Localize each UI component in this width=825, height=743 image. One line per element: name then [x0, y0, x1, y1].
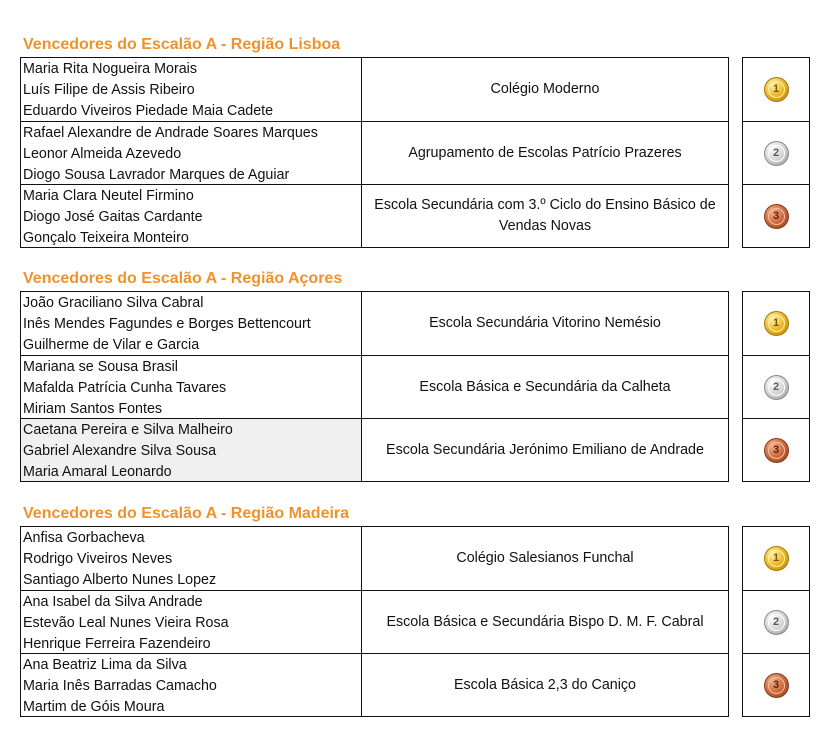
- section-title: Vencedores do Escalão A - Região Madeira: [23, 505, 350, 522]
- student-name: Gonçalo Teixeira Monteiro: [23, 230, 189, 246]
- student-name: Maria Clara Neutel Firmino: [23, 188, 194, 204]
- student-name: Maria Amaral Leonardo: [23, 464, 172, 480]
- student-name: Maria Rita Nogueira Morais: [23, 61, 198, 77]
- student-name: Miriam Santos Fontes: [23, 401, 163, 417]
- medal-rank: 2: [768, 379, 785, 396]
- student-name: Gabriel Alexandre Silva Sousa: [23, 443, 217, 459]
- school-name: Escola Secundária Vitorino Nemésio: [429, 315, 661, 331]
- table-row: [21, 590, 728, 653]
- student-name: Martim de Góis Moura: [23, 699, 165, 715]
- bronze-medal-icon: [764, 673, 789, 698]
- medals-column: [742, 526, 810, 717]
- team-members-cell: [21, 654, 362, 716]
- school-name: Colégio Salesianos Funchal: [456, 550, 634, 566]
- student-name: Maria Inês Barradas Camacho: [23, 678, 217, 694]
- student-name: Henrique Ferreira Fazendeiro: [23, 636, 211, 652]
- bronze-medal-icon: [764, 204, 789, 229]
- bronze-medal-icon: [764, 438, 789, 463]
- student-name: Caetana Pereira e Silva Malheiro: [23, 422, 233, 438]
- medal-rank: 3: [768, 208, 785, 225]
- gold-medal-icon: [764, 546, 789, 571]
- section-title: Vencedores do Escalão A - Região Lisboa: [23, 36, 341, 53]
- medal-cell: [743, 58, 809, 121]
- medal-cell: [743, 184, 809, 247]
- student-name: João Graciliano Silva Cabral: [23, 295, 204, 311]
- medal-rank: 1: [768, 315, 785, 332]
- student-name: Ana Isabel da Silva Andrade: [23, 594, 203, 610]
- school-name: Escola Básica e Secundária da Calheta: [419, 378, 671, 395]
- gold-medal-icon: [764, 77, 789, 102]
- team-members-cell: [21, 58, 362, 121]
- table-row: [21, 292, 728, 355]
- team-members-cell: [21, 292, 362, 355]
- table-row: [21, 527, 728, 590]
- student-name: Anfisa Gorbacheva: [23, 530, 145, 546]
- student-name: Rafael Alexandre de Andrade Soares Marques: [23, 125, 318, 141]
- medal-cell: [743, 292, 809, 355]
- school-name: Escola Secundária com 3.º Ciclo do Ensino Básico de Vendas Novas: [374, 197, 716, 234]
- team-members-cell: [21, 122, 362, 184]
- medal-rank: 1: [768, 550, 785, 567]
- student-name: Eduardo Viveiros Piedade Maia Cadete: [23, 103, 274, 119]
- school-name: Escola Básica e Secundária Bispo D. M. F. Cabral: [386, 613, 704, 630]
- student-name: Luís Filipe de Assis Ribeiro: [23, 82, 195, 98]
- medal-rank: 2: [768, 145, 785, 162]
- team-members-cell: [21, 527, 362, 590]
- team-members-cell: [21, 185, 362, 247]
- school-name: Escola Secundária Jerónimo Emiliano de Andrade: [386, 441, 704, 458]
- table-row: [21, 418, 728, 481]
- table-row: [21, 184, 728, 247]
- winners-table: [20, 291, 729, 482]
- school-name: Agrupamento de Escolas Patrício Prazeres: [408, 144, 682, 161]
- student-name: Mafalda Patrícia Cunha Tavares: [23, 380, 227, 396]
- school-name: Colégio Moderno: [490, 81, 600, 97]
- team-members-cell: [21, 591, 362, 653]
- medal-cell: [743, 527, 809, 590]
- medals-column: [742, 57, 810, 248]
- team-members-cell: [21, 356, 362, 418]
- student-name: Estevão Leal Nunes Vieira Rosa: [23, 615, 229, 631]
- team-members-cell: [21, 419, 362, 481]
- table-row: [21, 653, 728, 716]
- medal-cell: [743, 355, 809, 418]
- school-name: Escola Básica 2,3 do Caniço: [454, 676, 636, 693]
- medal-cell: [743, 418, 809, 481]
- winners-table: [20, 526, 729, 717]
- table-row: [21, 58, 728, 121]
- student-name: Ana Beatriz Lima da Silva: [23, 657, 187, 673]
- silver-medal-icon: [764, 375, 789, 400]
- winners-table: [20, 57, 729, 248]
- medal-rank: 3: [768, 677, 785, 694]
- student-name: Rodrigo Viveiros Neves: [23, 551, 173, 567]
- medals-column: [742, 291, 810, 482]
- medal-cell: [743, 121, 809, 184]
- table-row: [21, 355, 728, 418]
- silver-medal-icon: [764, 141, 789, 166]
- medal-cell: [743, 653, 809, 716]
- section-title: Vencedores do Escalão A - Região Açores: [23, 270, 343, 287]
- medal-rank: 3: [768, 442, 785, 459]
- student-name: Diogo José Gaitas Cardante: [23, 209, 203, 225]
- table-row: [21, 121, 728, 184]
- student-name: Santiago Alberto Nunes Lopez: [23, 572, 217, 588]
- student-name: Leonor Almeida Azevedo: [23, 146, 182, 162]
- student-name: Diogo Sousa Lavrador Marques de Aguiar: [23, 167, 290, 183]
- medal-rank: 2: [768, 614, 785, 631]
- medal-rank: 1: [768, 81, 785, 98]
- medal-cell: [743, 590, 809, 653]
- silver-medal-icon: [764, 610, 789, 635]
- gold-medal-icon: [764, 311, 789, 336]
- student-name: Mariana se Sousa Brasil: [23, 359, 178, 375]
- student-name: Inês Mendes Fagundes e Borges Bettencourt: [23, 316, 311, 332]
- student-name: Guilherme de Vilar e Garcia: [23, 337, 200, 353]
